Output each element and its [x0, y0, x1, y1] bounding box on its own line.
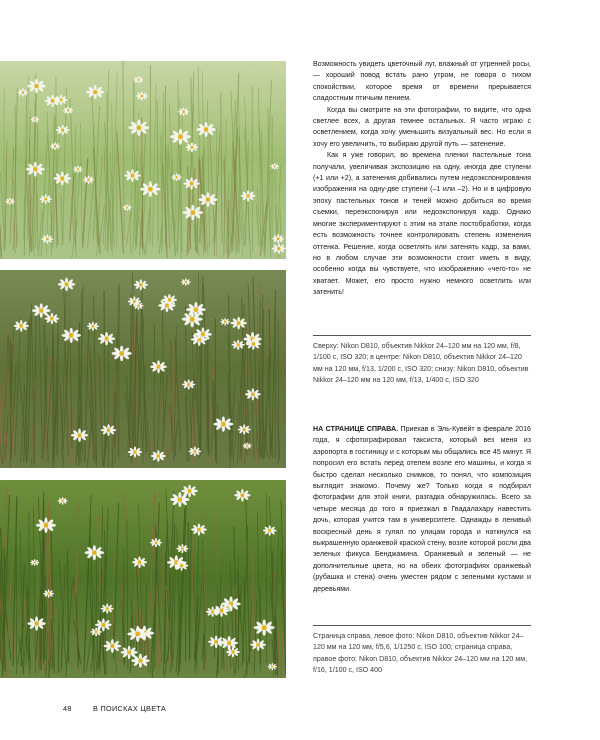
meadow-illustration — [0, 61, 286, 259]
right-page-text-block — [313, 424, 531, 595]
meadow-illustration — [0, 270, 286, 468]
right-page-caption: Страница справа, левое фото: Nikon D810, объектив Nikkor 24–120 мм на 120 мм, f/5,6, 1/1250 с, ISO 100; страница справа, правое фото: Nikon D810, объектив Nikkor 24–120 мм на 120 мм, f/16, 1/100 с, ISO 400 — [313, 632, 528, 675]
paragraph-1: Возможность увидеть цветочный луг, влажный от утренней росы, — хороший повод встать рано утром, не говоря о тихом спокойствии, которое время от времени прерывается сладостным птичьим пением. — [313, 60, 531, 103]
paragraph-3: Как я уже говорил, во времена пленки пастельные тона получали, увеличивая экспозицию на одну, иногда две ступени (+1 или +2), а затенения добивались путем недоэкспонирования изображения на одну-две ступени (–1 или –2). Но и в цифровую эпоху пастельных тонов и теней можно добиться во время съемки, переэкспонируя или недоэкспонируя кадр. Однако многие экспериментируют с этим на этапе постобработки, когда есть возможность точнее контролировать степень изменения оттенка. Решение, когда осветлять или затенять кадр, за вами, но в любом случае эти возможности стоит иметь в виду, особенно когда вы чувствуете, что изображению «чего-то» не хватает. Может, его просто нужно немного осветлить или затенить! — [313, 151, 531, 297]
page-footer — [63, 704, 166, 713]
meadow-illustration — [0, 480, 286, 678]
right-page-lead: НА СТРАНИЦЕ СПРАВА. — [313, 425, 399, 433]
meadow-photo-bright — [0, 61, 286, 259]
photo-caption-block — [313, 335, 531, 387]
meadow-photo-dark — [0, 270, 286, 468]
caption-divider — [313, 335, 531, 336]
meadow-photo-normal — [0, 480, 286, 678]
paragraph-2: Когда вы смотрите на эти фотографии, то видите, что одна светлее всех, а другая темнее остальных. Я часто играю с осветлением, когда хочу уменьшить визуальный вес. Но если я хочу его увеличить, то выбираю другой путь — затенение. — [313, 105, 531, 148]
section-title: В ПОИСКАХ ЦВЕТА — [93, 704, 167, 713]
right-page-caption-block — [313, 625, 531, 677]
photo-caption: Сверху: Nikon D810, объектив Nikkor 24–120 мм на 120 мм, f/8, 1/100 с, ISO 320; в центре: Nikon D810, объектив Nikkor 24–120 мм на 120 мм, f/13, 1/200 с, ISO 320; снизу: Nikon D810, объектив Nikkor 24–120 мм на 120 мм, f/13, 1/400 с, ISO 320 — [313, 342, 529, 385]
main-text-block — [313, 59, 531, 299]
caption-divider — [313, 625, 531, 626]
page-number: 48 — [63, 704, 72, 713]
right-page-body: Приехав в Эль-Кувейт в феврале 2016 года, я сфотографировал таксиста, который вез меня из аэропорта в гостиницу и с которым мы общались все 45 минут. Я попросил его встать перед отелем возле его машины, и когда я быстро сделал несколько снимков, то понял, что композиция выглядит знакомо. Почему же? Только когда я подбирал фотографии для этой книги, разгадка обнаружилась. Всего за четыре месяца до того я приезжал в Гвадалахару навестить дочь, которая учится там в университете. Однажды в ленивый воскресный день я гулял по улицам города и наткнулся на выкрашенную оранжевой краской стену, возле которой росли два зеленых фикуса Бенджамина. Оранжевый и зеленый — не дополнительные цвета, но на обеих фотографиях оранжевый (рубашка и стена) очень уместен рядом с зелеными кустами и деревьями. — [313, 425, 531, 593]
right-page-paragraph — [313, 424, 531, 595]
